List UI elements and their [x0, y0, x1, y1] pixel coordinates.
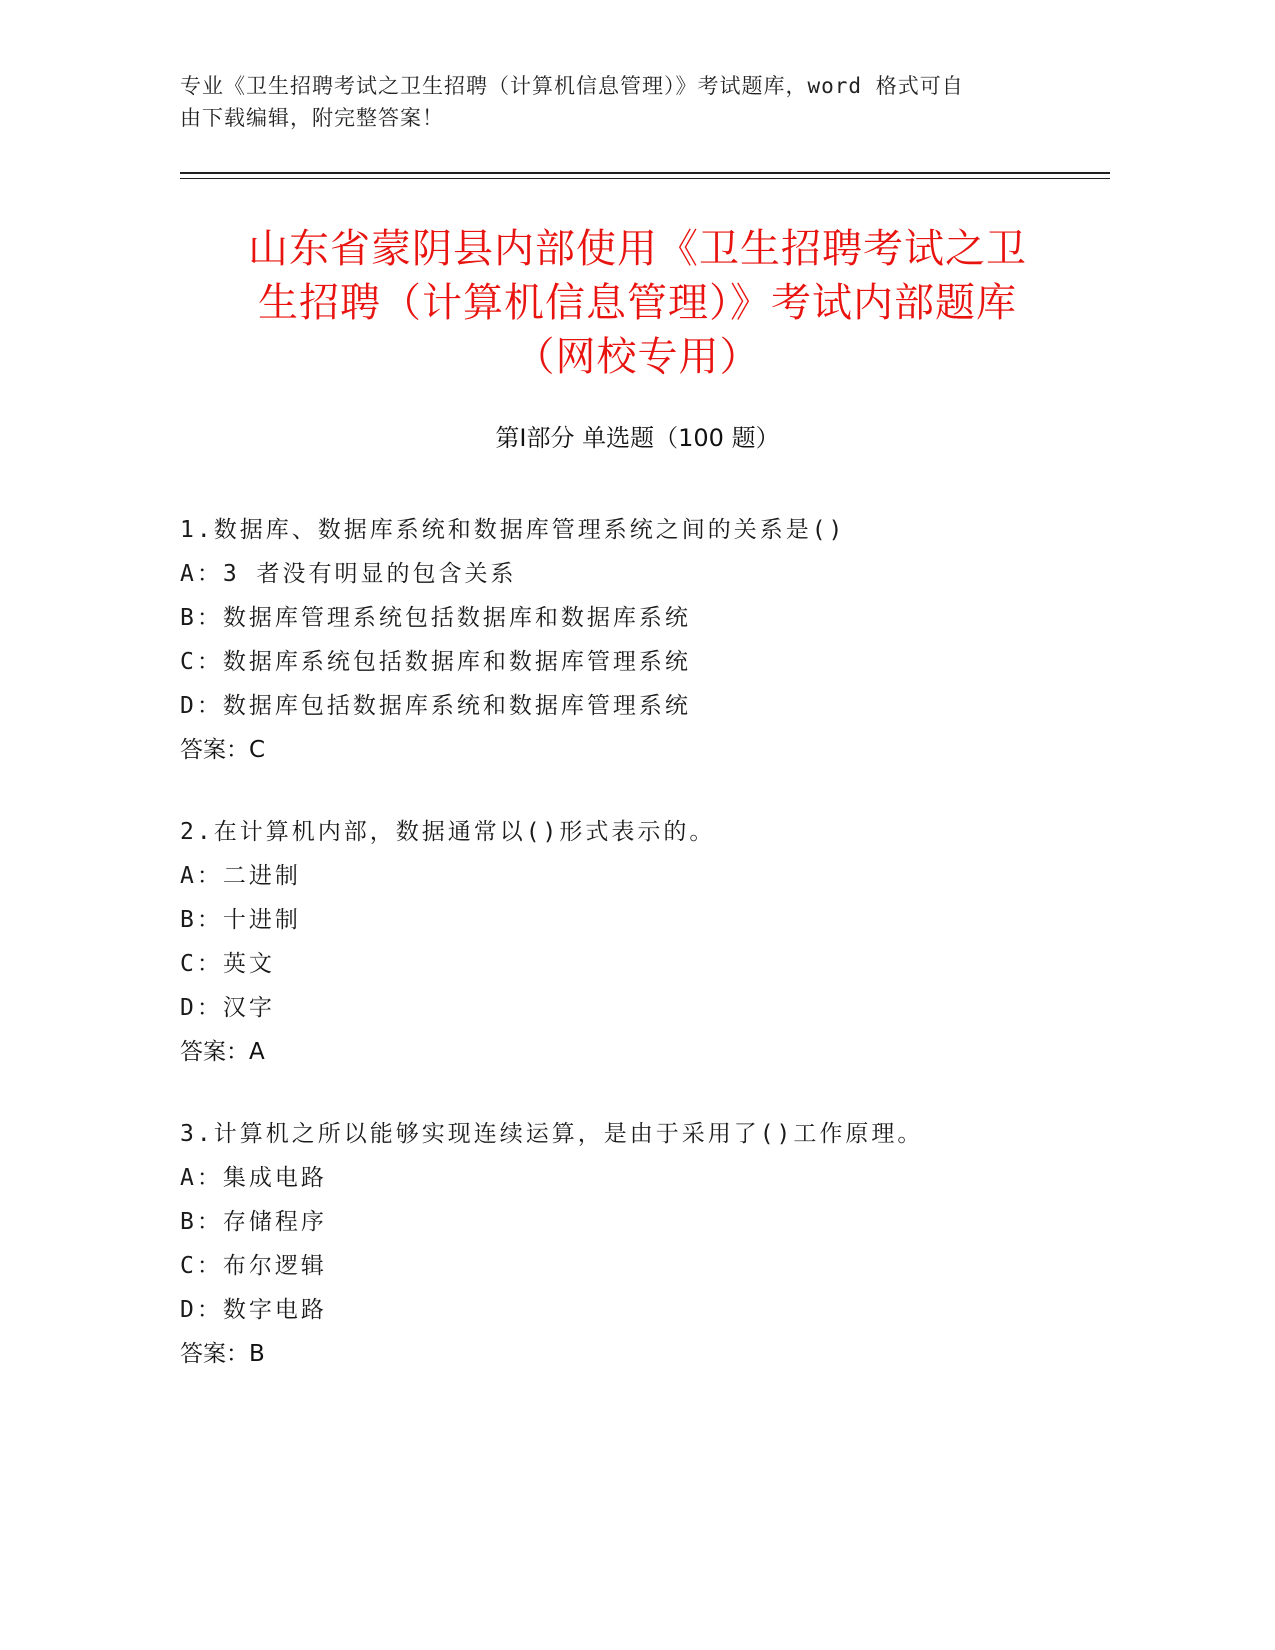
answer: 答案：C: [180, 737, 266, 763]
option-c: C：布尔逻辑: [180, 1253, 327, 1279]
answer: 答案：A: [180, 1039, 265, 1065]
question-list: [180, 508, 1110, 1414]
question-item: [180, 810, 1110, 1074]
question-stem: 3.计算机之所以能够实现连续运算，是由于采用了()工作原理。: [180, 1121, 924, 1147]
document-title: [150, 222, 1125, 384]
option-c: C：英文: [180, 951, 275, 977]
option-d: D：数字电路: [180, 1297, 327, 1323]
option-a: A：集成电路: [180, 1165, 327, 1191]
header-rule-thin: [180, 178, 1110, 179]
option-c: C：数据库系统包括数据库和数据库管理系统: [180, 649, 691, 675]
option-a: A：3 者没有明显的包含关系: [180, 561, 517, 587]
header-note-line-2: 由下载编辑，附完整答案！: [180, 106, 444, 130]
option-a: A：二进制: [180, 863, 301, 889]
title-line-2: 生招聘（计算机信息管理）》考试内部题库: [258, 280, 1017, 326]
question-item: [180, 1112, 1110, 1376]
answer: 答案：B: [180, 1341, 265, 1367]
section-heading: 第Ⅰ部分 单选题（100 题）: [495, 424, 780, 452]
question-item: [180, 508, 1110, 772]
option-b: B：数据库管理系统包括数据库和数据库系统: [180, 605, 691, 631]
question-stem: 2.在计算机内部，数据通常以()形式表示的。: [180, 819, 716, 845]
title-line-1: 山东省蒙阴县内部使用《卫生招聘考试之卫: [248, 226, 1027, 272]
header-note: [180, 70, 1060, 134]
option-d: D：数据库包括数据库系统和数据库管理系统: [180, 693, 691, 719]
header-rule-thick: [180, 172, 1110, 174]
title-line-3: （网校专用）: [514, 334, 761, 380]
option-b: B：十进制: [180, 907, 301, 933]
question-stem: 1.数据库、数据库系统和数据库管理系统之间的关系是(): [180, 517, 846, 543]
header-note-line-1: 专业《卫生招聘考试之卫生招聘（计算机信息管理）》考试题库，word 格式可自: [180, 74, 964, 98]
option-d: D：汉字: [180, 995, 275, 1021]
option-b: B：存储程序: [180, 1209, 327, 1235]
